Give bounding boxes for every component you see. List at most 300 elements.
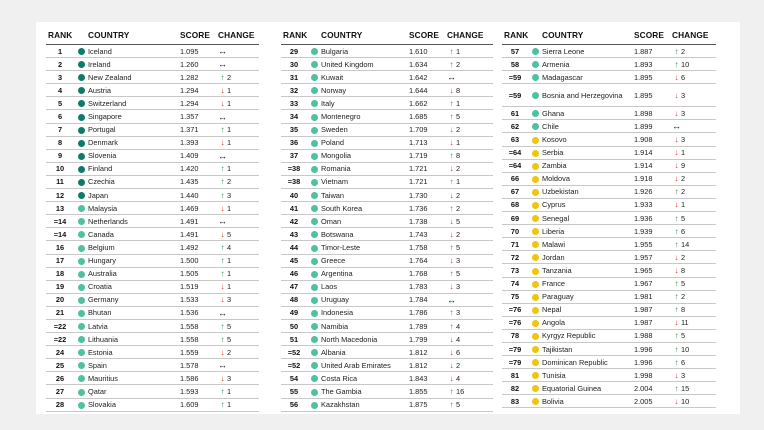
score-cell: 1.730 — [409, 189, 447, 202]
change-amount: 5 — [681, 213, 686, 223]
rank-cell: =79 — [502, 342, 528, 355]
table-row — [502, 185, 716, 198]
score-cell: 1.491 — [180, 228, 218, 241]
peace-level-dot-icon — [311, 100, 318, 107]
arrow-up-icon: ↑ — [674, 187, 679, 197]
change-cell — [447, 306, 493, 319]
table-row — [502, 71, 716, 84]
peace-level-dot-icon — [532, 202, 539, 209]
country-header: COUNTRY — [321, 28, 409, 45]
change-amount: 1 — [227, 386, 232, 396]
country-cell: Tanzania — [542, 264, 634, 277]
change-cell — [447, 319, 493, 332]
change-amount: 6 — [681, 72, 686, 82]
country-cell: Latvia — [88, 319, 180, 332]
change-amount: 15 — [681, 383, 690, 393]
arrow-up-icon: ↑ — [449, 151, 454, 161]
peace-level-dot-icon — [311, 245, 318, 252]
change-amount: 5 — [227, 229, 232, 239]
score-cell: 1.713 — [409, 136, 447, 149]
arrow-up-icon: ↑ — [674, 357, 679, 367]
score-cell: 1.357 — [180, 110, 218, 123]
country-cell: Qatar — [88, 385, 180, 398]
change-amount: 16 — [456, 386, 465, 396]
arrow-up-icon: ↑ — [674, 279, 679, 289]
change-amount: 2 — [227, 347, 232, 357]
country-cell: Austria — [88, 84, 180, 97]
peace-level-dot-icon — [78, 362, 85, 369]
rank-cell: 26 — [46, 372, 74, 385]
change-cell — [672, 185, 716, 198]
table-row — [502, 45, 716, 58]
rank-cell: 48 — [281, 293, 307, 306]
peace-level-dot-icon — [532, 215, 539, 222]
table-row — [281, 110, 493, 123]
arrow-up-icon: ↑ — [674, 305, 679, 315]
rank-cell: 36 — [281, 136, 307, 149]
rank-cell: =79 — [502, 356, 528, 369]
rank-cell: =59 — [502, 84, 528, 107]
change-cell — [672, 172, 716, 185]
rank-cell: 1 — [46, 45, 74, 58]
arrow-down-icon: ↓ — [449, 256, 454, 266]
change-cell — [672, 382, 716, 395]
change-cell — [672, 329, 716, 342]
change-cell — [672, 45, 716, 58]
rank-cell: 42 — [281, 215, 307, 228]
arrow-up-icon: ↑ — [449, 269, 454, 279]
score-cell: 1.895 — [634, 84, 672, 107]
rank-header: RANK — [46, 28, 74, 45]
peace-level-dot-icon — [532, 150, 539, 157]
rank-cell: 66 — [502, 172, 528, 185]
peace-level-dot-icon — [78, 48, 85, 55]
country-cell: Sweden — [321, 123, 409, 136]
arrow-up-icon: ↑ — [220, 400, 225, 410]
table-row — [46, 215, 259, 228]
peace-level-dot-icon — [78, 205, 85, 212]
country-cell: Croatia — [88, 280, 180, 293]
table-row — [46, 254, 259, 267]
arrow-up-icon: ↑ — [449, 386, 454, 396]
change-amount: 3 — [456, 256, 461, 266]
table-row — [281, 280, 493, 293]
country-cell: Canada — [88, 228, 180, 241]
table-row — [281, 254, 493, 267]
score-cell: 1.721 — [409, 175, 447, 188]
rank-cell: 55 — [281, 385, 307, 398]
change-cell — [672, 238, 716, 251]
arrow-down-icon: ↓ — [674, 161, 679, 171]
table-row — [281, 241, 493, 254]
change-cell — [672, 133, 716, 146]
change-amount: 2 — [681, 187, 686, 197]
score-cell: 1.736 — [409, 202, 447, 215]
country-cell: Iceland — [88, 45, 180, 58]
country-cell: Namibia — [321, 319, 409, 332]
change-amount: 1 — [456, 177, 461, 187]
arrow-down-icon: ↓ — [449, 190, 454, 200]
rank-cell: 69 — [502, 212, 528, 225]
change-cell — [447, 162, 493, 175]
rank-cell: 56 — [281, 398, 307, 411]
peace-level-dot-icon — [78, 271, 85, 278]
arrow-down-icon: ↓ — [674, 135, 679, 145]
peace-level-dot-icon — [311, 402, 318, 409]
peace-level-dot-icon — [532, 110, 539, 117]
score-cell: 1.685 — [409, 110, 447, 123]
change-amount: 10 — [681, 59, 690, 69]
ranking-column-2 — [281, 28, 493, 412]
change-amount: 10 — [681, 396, 690, 406]
peace-level-dot-icon — [78, 166, 85, 173]
change-amount: 3 — [681, 108, 686, 118]
arrow-down-icon: ↓ — [674, 90, 679, 100]
score-cell: 1.500 — [180, 254, 218, 267]
change-amount: 6 — [681, 226, 686, 236]
peace-level-dot-icon — [311, 310, 318, 317]
peace-level-dot-icon — [78, 245, 85, 252]
peace-level-dot-icon — [78, 127, 85, 134]
score-cell: 1.957 — [634, 251, 672, 264]
score-cell: 1.843 — [409, 372, 447, 385]
score-cell: 1.855 — [409, 385, 447, 398]
table-row — [46, 306, 259, 319]
change-cell — [672, 225, 716, 238]
change-cell — [447, 202, 493, 215]
table-row — [46, 280, 259, 293]
change-cell — [218, 84, 259, 97]
table-row — [281, 149, 493, 162]
table-row — [281, 293, 493, 306]
country-cell: United Kingdom — [321, 58, 409, 71]
change-cell — [447, 215, 493, 228]
ranking-column-1 — [46, 28, 259, 412]
country-cell: Tunisia — [542, 369, 634, 382]
arrow-up-icon: ↑ — [674, 46, 679, 56]
peace-level-dot-icon — [78, 179, 85, 186]
country-cell: Equatorial Guinea — [542, 382, 634, 395]
change-amount: 11 — [681, 318, 689, 328]
peace-level-dot-icon — [532, 294, 539, 301]
arrow-up-icon: ↑ — [449, 400, 454, 410]
change-amount: 4 — [456, 373, 461, 383]
peace-level-dot-icon — [311, 231, 318, 238]
rank-cell: 51 — [281, 333, 307, 346]
table-row — [502, 342, 716, 355]
change-amount: 5 — [456, 112, 461, 122]
table-row — [502, 58, 716, 71]
country-cell: Bosnia and Herzegovina — [542, 84, 634, 107]
change-cell — [447, 58, 493, 71]
country-cell: South Korea — [321, 202, 409, 215]
arrow-up-icon: ↑ — [449, 98, 454, 108]
arrow-up-icon: ↑ — [449, 46, 454, 56]
change-header: CHANGE — [447, 28, 493, 45]
ranking-table — [502, 28, 716, 408]
peace-level-dot-icon — [78, 284, 85, 291]
peace-level-dot-icon — [78, 389, 85, 396]
country-cell: Vietnam — [321, 175, 409, 188]
score-cell: 1.738 — [409, 215, 447, 228]
country-cell: Costa Rica — [321, 372, 409, 385]
peace-level-dot-icon — [311, 205, 318, 212]
table-row — [46, 162, 259, 175]
table-header-row — [46, 28, 259, 45]
rank-cell: 43 — [281, 228, 307, 241]
change-cell — [672, 212, 716, 225]
table-row — [502, 198, 716, 211]
change-cell — [218, 110, 259, 123]
country-cell: Bhutan — [88, 306, 180, 319]
peace-level-dot-icon — [78, 87, 85, 94]
score-cell: 1.996 — [634, 356, 672, 369]
change-amount: 5 — [456, 269, 461, 279]
peace-level-dot-icon — [532, 241, 539, 248]
country-header: COUNTRY — [88, 28, 180, 45]
table-row — [281, 123, 493, 136]
peace-level-dot-icon — [532, 61, 539, 68]
score-cell: 2.004 — [634, 382, 672, 395]
score-cell: 1.981 — [634, 290, 672, 303]
score-cell: 1.505 — [180, 267, 218, 280]
country-cell: Paraguay — [542, 290, 634, 303]
arrow-up-icon: ↑ — [449, 308, 454, 318]
rank-cell: =38 — [281, 162, 307, 175]
table-row — [502, 159, 716, 172]
rank-cell: 3 — [46, 71, 74, 84]
change-cell — [218, 385, 259, 398]
country-cell: Netherlands — [88, 215, 180, 228]
table-row — [46, 58, 259, 71]
score-cell: 1.987 — [634, 316, 672, 329]
country-cell: Albania — [321, 346, 409, 359]
rank-cell: 49 — [281, 306, 307, 319]
arrow-down-icon: ↓ — [449, 360, 454, 370]
rank-cell: 32 — [281, 84, 307, 97]
arrow-up-icon: ↑ — [449, 321, 454, 331]
no-change-icon: ↔ — [218, 307, 227, 318]
arrow-down-icon: ↓ — [449, 85, 454, 95]
change-cell — [218, 149, 259, 162]
rank-cell: 7 — [46, 123, 74, 136]
rank-cell: 82 — [502, 382, 528, 395]
table-row — [281, 372, 493, 385]
score-cell: 1.586 — [180, 372, 218, 385]
change-cell — [447, 333, 493, 346]
change-amount: 1 — [681, 200, 686, 210]
table-row — [502, 225, 716, 238]
rank-cell: 25 — [46, 359, 74, 372]
arrow-up-icon: ↑ — [674, 226, 679, 236]
arrow-up-icon: ↑ — [220, 125, 225, 135]
peace-level-dot-icon — [311, 297, 318, 304]
arrow-down-icon: ↓ — [220, 229, 225, 239]
country-cell: France — [542, 277, 634, 290]
score-cell: 1.610 — [409, 45, 447, 58]
change-cell — [218, 254, 259, 267]
table-row — [281, 346, 493, 359]
arrow-down-icon: ↓ — [674, 108, 679, 118]
change-cell — [218, 45, 259, 58]
rank-cell: 30 — [281, 58, 307, 71]
peace-level-dot-icon — [311, 271, 318, 278]
country-cell: Timor-Leste — [321, 241, 409, 254]
rank-cell: 4 — [46, 84, 74, 97]
arrow-up-icon: ↑ — [220, 190, 225, 200]
country-cell: Dominican Republic — [542, 356, 634, 369]
peace-level-dot-icon — [532, 123, 539, 130]
table-row — [46, 97, 259, 110]
peace-level-dot-icon — [532, 398, 539, 405]
arrow-down-icon: ↓ — [220, 138, 225, 148]
change-amount: 1 — [456, 138, 461, 148]
arrow-down-icon: ↓ — [220, 98, 225, 108]
peace-level-dot-icon — [532, 137, 539, 144]
no-change-icon: ↔ — [218, 111, 227, 122]
peace-level-dot-icon — [78, 140, 85, 147]
peace-level-dot-icon — [532, 176, 539, 183]
arrow-up-icon: ↑ — [220, 177, 225, 187]
rank-cell: 13 — [46, 202, 74, 215]
peace-level-dot-icon — [311, 192, 318, 199]
country-cell: Malawi — [542, 238, 634, 251]
rank-cell: 8 — [46, 136, 74, 149]
table-row — [502, 329, 716, 342]
rank-cell: 20 — [46, 293, 74, 306]
peace-level-dot-icon — [311, 48, 318, 55]
change-cell — [447, 372, 493, 385]
change-cell — [447, 267, 493, 280]
country-cell: Germany — [88, 293, 180, 306]
score-cell: 1.895 — [634, 71, 672, 84]
country-header: COUNTRY — [542, 28, 634, 45]
change-amount: 8 — [681, 265, 686, 275]
rank-cell: 71 — [502, 238, 528, 251]
score-cell: 1.709 — [409, 123, 447, 136]
peace-level-dot-icon — [532, 228, 539, 235]
arrow-down-icon: ↓ — [674, 252, 679, 262]
ranking-panel — [36, 22, 740, 414]
rank-header: RANK — [502, 28, 528, 45]
change-cell — [447, 175, 493, 188]
rank-cell: 16 — [46, 241, 74, 254]
table-header-row — [502, 28, 716, 45]
rank-cell: 18 — [46, 267, 74, 280]
change-amount: 3 — [227, 295, 232, 305]
score-cell: 2.005 — [634, 395, 672, 408]
table-row — [502, 277, 716, 290]
rank-cell: 45 — [281, 254, 307, 267]
country-cell: Botswana — [321, 228, 409, 241]
rank-cell: 58 — [502, 58, 528, 71]
rank-cell: 10 — [46, 162, 74, 175]
table-row — [46, 359, 259, 372]
ranking-column-3 — [502, 28, 716, 408]
arrow-up-icon: ↑ — [220, 321, 225, 331]
change-cell — [672, 369, 716, 382]
country-cell: Switzerland — [88, 97, 180, 110]
score-cell: 1.371 — [180, 123, 218, 136]
change-amount: 8 — [681, 305, 686, 315]
change-cell — [672, 290, 716, 303]
country-cell: Senegal — [542, 212, 634, 225]
country-cell: Finland — [88, 162, 180, 175]
table-row — [281, 359, 493, 372]
country-cell: Hungary — [88, 254, 180, 267]
change-cell — [218, 58, 259, 71]
score-cell: 1.875 — [409, 398, 447, 411]
arrow-up-icon: ↑ — [449, 203, 454, 213]
arrow-down-icon: ↓ — [449, 125, 454, 135]
rank-cell: 6 — [46, 110, 74, 123]
table-row — [46, 385, 259, 398]
change-cell — [672, 71, 716, 84]
country-cell: Jordan — [542, 251, 634, 264]
table-row — [502, 146, 716, 159]
table-row — [281, 398, 493, 411]
arrow-down-icon: ↓ — [449, 216, 454, 226]
change-cell — [218, 359, 259, 372]
change-amount: 5 — [681, 331, 686, 341]
score-cell: 1.899 — [634, 120, 672, 133]
change-cell — [447, 189, 493, 202]
change-cell — [218, 71, 259, 84]
country-cell: Czechia — [88, 175, 180, 188]
score-cell: 1.933 — [634, 198, 672, 211]
table-row — [502, 84, 716, 107]
table-row — [46, 175, 259, 188]
table-row — [281, 162, 493, 175]
country-cell: Mauritius — [88, 372, 180, 385]
score-cell: 1.898 — [634, 107, 672, 120]
score-cell: 1.469 — [180, 202, 218, 215]
arrow-down-icon: ↓ — [220, 203, 225, 213]
peace-level-dot-icon — [78, 61, 85, 68]
peace-level-dot-icon — [78, 114, 85, 121]
rank-cell: 2 — [46, 58, 74, 71]
country-cell: Kuwait — [321, 71, 409, 84]
change-amount: 8 — [456, 151, 461, 161]
rank-cell: =64 — [502, 146, 528, 159]
peace-level-dot-icon — [78, 192, 85, 199]
change-amount: 1 — [227, 269, 232, 279]
arrow-up-icon: ↑ — [449, 177, 454, 187]
arrow-down-icon: ↓ — [449, 138, 454, 148]
peace-level-dot-icon — [532, 307, 539, 314]
change-amount: 5 — [456, 400, 461, 410]
table-row — [502, 251, 716, 264]
peace-level-dot-icon — [78, 323, 85, 330]
country-cell: Angola — [542, 316, 634, 329]
change-amount: 2 — [456, 360, 461, 370]
no-change-icon: ↔ — [218, 360, 227, 371]
change-amount: 2 — [227, 72, 232, 82]
change-cell — [218, 162, 259, 175]
rank-cell: 46 — [281, 267, 307, 280]
change-cell — [672, 107, 716, 120]
country-cell: Mongolia — [321, 149, 409, 162]
change-header: CHANGE — [218, 28, 259, 45]
score-cell: 1.491 — [180, 215, 218, 228]
rank-cell: 83 — [502, 395, 528, 408]
peace-level-dot-icon — [532, 189, 539, 196]
change-amount: 9 — [681, 161, 686, 171]
rank-cell: 19 — [46, 280, 74, 293]
country-cell: Singapore — [88, 110, 180, 123]
table-row — [281, 45, 493, 58]
table-row — [46, 149, 259, 162]
